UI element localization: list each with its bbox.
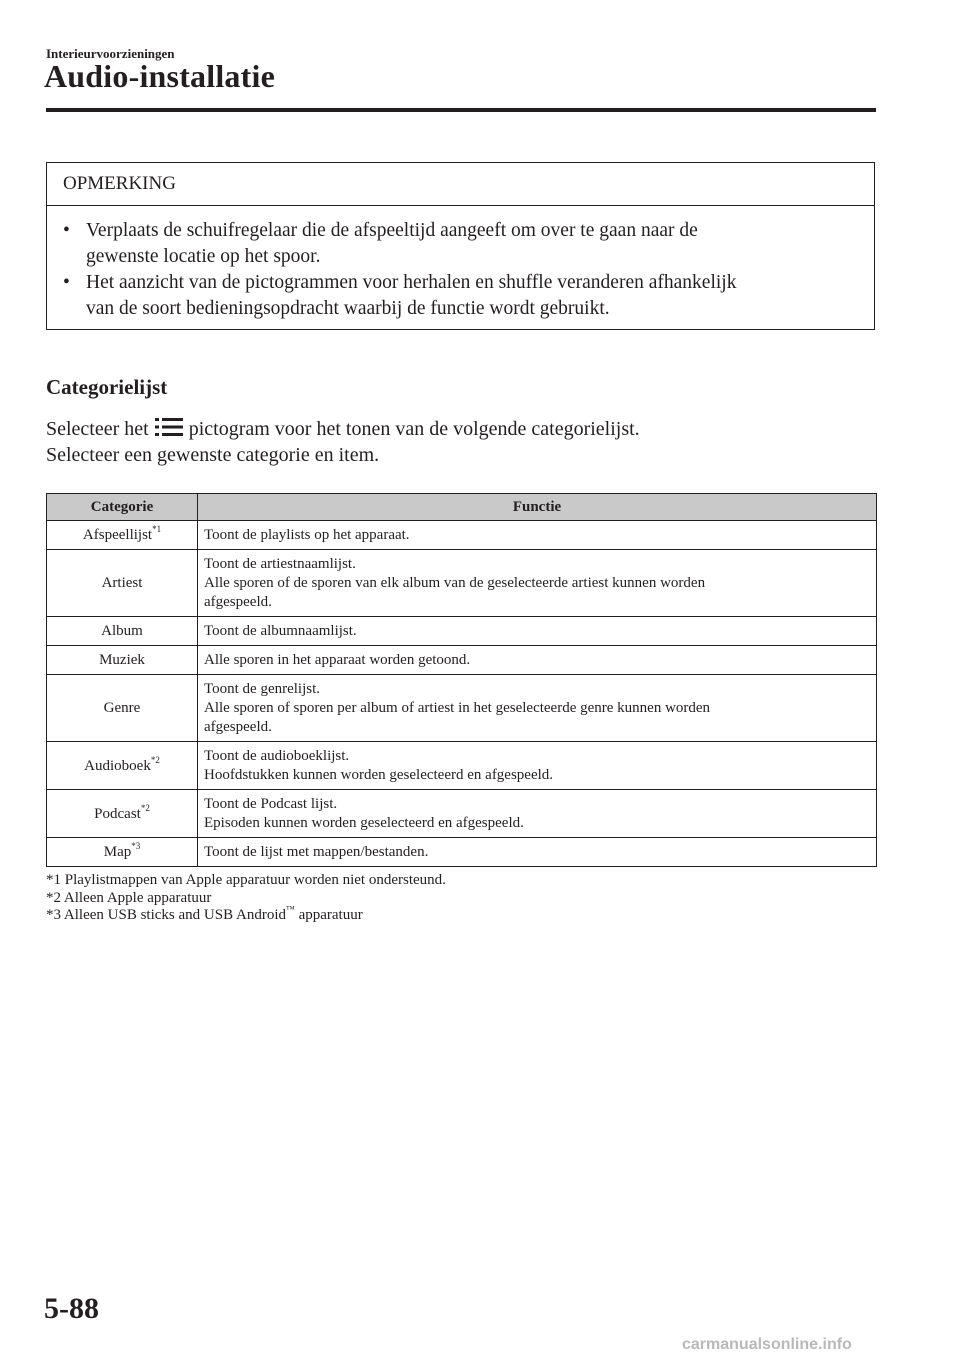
footnote-3-text: *3 Alleen USB sticks and USB Android — [46, 907, 287, 923]
footnote-1: *1 Playlistmappen van Apple apparatuur worden niet ondersteund. — [46, 872, 446, 888]
function-line: Toont de audioboeklijst. — [204, 748, 350, 764]
note-item-line: Verplaats de schuifregelaar die de afspeeltijd aangeeft om over te gaan naar de — [86, 220, 698, 241]
page-number: 5-88 — [44, 1292, 99, 1325]
cell-function — [198, 675, 877, 742]
function-line: afgespeeld. — [204, 719, 272, 735]
footnote-3 — [46, 904, 446, 925]
intro-after-icon: pictogram voor het tonen van de volgende categorielijst. — [188, 418, 640, 440]
table-header-row — [47, 494, 877, 521]
category-table — [46, 493, 877, 867]
cell-function — [198, 617, 877, 646]
footnote-3-suffix: apparatuur — [294, 907, 363, 923]
function-line: Toont de lijst met mappen/bestanden. — [204, 844, 429, 860]
intro-line-1 — [46, 416, 640, 442]
footnotes — [46, 872, 446, 925]
intro-before-icon: Selecteer het — [46, 418, 149, 440]
note-item-line: van de soort bedieningsopdracht waarbij de functie wordt gebruikt. — [86, 298, 610, 319]
category-label: Album — [101, 623, 143, 639]
section-label: Interieurvoorzieningen — [46, 46, 175, 61]
note-item-line: Het aanzicht van de pictogrammen voor herhalen en shuffle veranderen afhankelijk — [86, 272, 737, 293]
category-label: Afspeellijst — [82, 527, 153, 543]
category-label: Genre — [103, 700, 141, 716]
bullet-icon: • — [63, 272, 70, 293]
footnote-2: *2 Alleen Apple apparatuur — [46, 889, 212, 906]
function-line: Toont de genrelijst. — [204, 681, 321, 697]
function-line: afgespeeld. — [204, 594, 272, 610]
note-box — [46, 162, 875, 330]
cell-function — [198, 521, 877, 550]
table-row — [47, 790, 877, 838]
table-row — [47, 521, 877, 550]
cell-function — [198, 550, 877, 617]
bullet-icon: • — [63, 220, 70, 241]
table-row — [47, 838, 877, 867]
footnote-ref: *2 — [140, 802, 150, 813]
header-rule — [46, 108, 876, 112]
column-header-categorie: Categorie — [47, 494, 198, 521]
cell-category — [47, 550, 198, 617]
function-line: Toont de albumnaamlijst. — [204, 623, 357, 639]
note-heading: OPMERKING — [47, 163, 874, 206]
function-line: Episoden kunnen worden geselecteerd en afgespeeld. — [204, 815, 524, 831]
table-row — [47, 646, 877, 675]
cell-category — [47, 646, 198, 675]
cell-function — [198, 646, 877, 675]
category-label: Podcast — [94, 805, 141, 822]
category-title: Categorielijst — [46, 375, 168, 399]
cell-category — [47, 675, 198, 742]
list-icon — [153, 416, 185, 438]
category-label: Muziek — [99, 652, 145, 668]
cell-function — [198, 838, 877, 867]
cell-category — [47, 617, 198, 646]
note-item — [63, 218, 854, 270]
note-item — [63, 270, 854, 322]
cell-category — [47, 742, 198, 790]
function-line: Alle sporen in het apparaat worden getoond. — [204, 652, 471, 668]
page-title: Audio-installatie — [44, 58, 275, 94]
function-line: Hoofdstukken kunnen worden geselecteerd en afgespeeld. — [204, 767, 554, 783]
category-label: Audioboek — [84, 757, 151, 774]
trademark-symbol: ™ — [286, 904, 295, 914]
cell-category — [47, 838, 198, 867]
note-item-line: gewenste locatie op het spoor. — [86, 246, 321, 267]
category-label: Artiest — [101, 575, 143, 591]
table-row — [47, 742, 877, 790]
table-row — [47, 617, 877, 646]
cell-function — [198, 742, 877, 790]
table-row — [47, 550, 877, 617]
function-line: Toont de playlists op het apparaat. — [204, 527, 410, 543]
function-line: Alle sporen of de sporen van elk album van de geselecteerde artiest kunnen worden — [204, 575, 706, 591]
intro-line-2: Selecteer een gewenste categorie en item. — [46, 444, 380, 466]
cell-category — [47, 521, 198, 550]
function-line: Alle sporen of sporen per album of artiest in het geselecteerde genre kunnen worden — [204, 700, 711, 716]
column-header-functie: Functie — [198, 494, 877, 521]
note-list — [47, 206, 874, 322]
footnote-ref: *3 — [131, 841, 141, 851]
function-line: Toont de artiestnaamlijst. — [204, 556, 356, 572]
cell-category — [47, 790, 198, 838]
table-row — [47, 675, 877, 742]
footnote-ref: *1 — [152, 524, 162, 534]
footnote-ref: *2 — [150, 754, 160, 765]
watermark: carmanualsonline.info — [682, 1336, 852, 1353]
function-line: Toont de Podcast lijst. — [204, 796, 338, 812]
category-label: Map — [103, 844, 132, 860]
table-body — [47, 521, 877, 867]
cell-function — [198, 790, 877, 838]
